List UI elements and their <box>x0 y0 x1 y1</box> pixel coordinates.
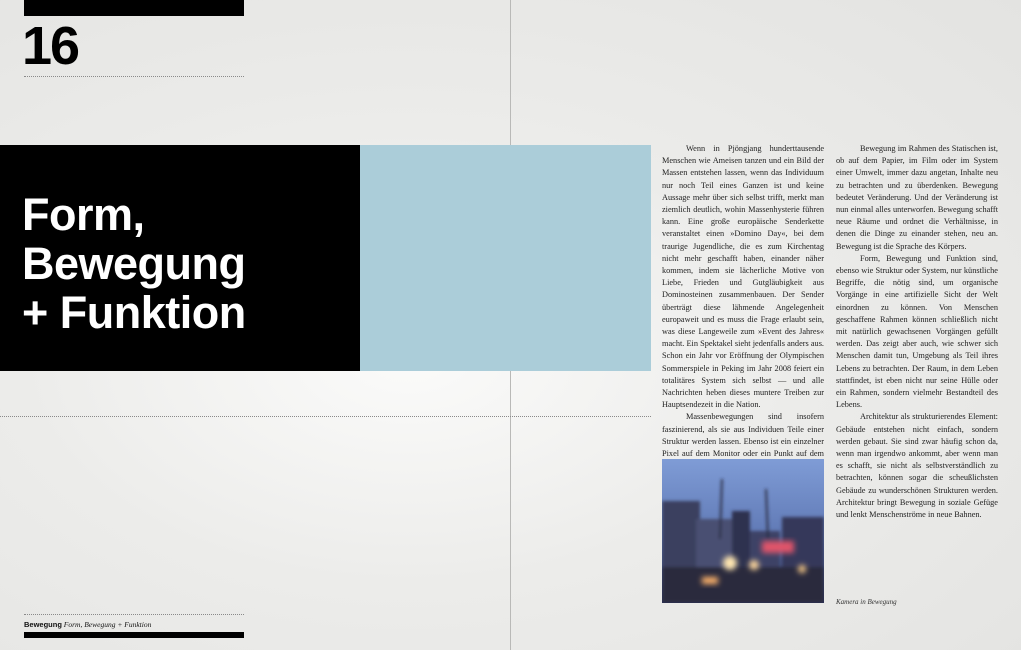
paragraph: Bewegung im Rahmen des Statischen ist, ob auf dem Papier, im Film oder im System einer Umwelt, immer dazu angetan, Inhalte neu zu betrachten und zu überdenken. Bewegung bedeutet Veränderung. Und der Veränderung ist nun einmal alles unterworfen. Bewegung schafft neue Räume und ordnet die Verhältnisse, in denen die Dinge zu einander stehen, neu an. Bewegung ist die Sprache des Körpers. <box>836 144 998 251</box>
header-dotted-rule <box>24 76 244 77</box>
title-line-2: Bewegung <box>22 238 246 289</box>
title-line-3: + Funktion <box>22 287 246 338</box>
top-rule-bar <box>24 0 244 16</box>
mid-dotted-rule <box>0 416 651 417</box>
page-number: 16 <box>22 16 79 76</box>
paragraph: Wenn in Pjöngjang hunderttausende Menschen wie Ameisen tanzen und ein Bild der Massen entstehen lassen, wenn das Individuum nur noch Teil eines Ganzen ist und keine Aussage mehr über sich selbst trifft, merkt man ziemlich deutlich, wohin Massenhysterie führen kann. Eine große europäische Senderkette veranstaltet einen »Domino Day«, bei dem traurige Jugendliche, die es zum Kirchentag nicht mehr geschafft haben, einander näher kommen, indem sie lächerliche Motive von Liebe, Frieden und Gutgläubigkeit aus Dominosteinen zusammenbauen. Der Sender überträgt diese lähmende Angelegenheit europaweit und es muss die Frage erlaubt sein, was diese Langeweile zum »Event des Jahres« macht. Ein Spektakel sieht jedenfalls anders aus. Schon ein Jahr vor Eröffnung der Olympischen Sommerspiele in Peking im Jahr 2008 feiert ein totalitäres System sich selbst — und alle Nachrichten heben dieses muntere Treiben zur Hauptsendezeit in die Nation. <box>662 144 824 410</box>
footer-dotted-rule <box>24 614 244 615</box>
paragraph: Architektur als strukturierendes Element: Gebäude entstehen nicht einfach, sondern werden gebaut. Sie sind zwar häufig schon da, wenn man irgendwo ankommt, aber wenn man es schafft, sie nicht als selbstverständlich zu betrachten, können sogar die scheußlichsten Gebäude zu wunderschönen Strukturen werden. Architektur bringt Bewegung in soziale Gefüge und lenkt Menschenströme in neue Bahnen. <box>836 412 998 520</box>
photo-blurred-street <box>662 459 824 603</box>
running-footer <box>24 620 151 629</box>
accent-blue-block <box>360 145 651 371</box>
bottom-rule-bar <box>24 632 244 638</box>
paragraph: Form, Bewegung und Funktion sind, ebenso wie Struktur oder System, nur künstliche Begriffe, die nötig sind, um organische Vorgänge in eine artifizielle Sicht der Welt einordnen zu können. Von Menschen geschaffene Rahmen können schließlich nicht mit natürlich gewachsenen Vorgängen gefüllt werden. Das zeigt aber auch, wie schwer sich Menschen damit tun, Umgebung als Teil ihres Lebens zu betrachten. Der Raum, in dem Leben stattfindet, ist eben nicht nur seine Hülle oder ein Rahmen, sondern vielmehr Bestandteil des Lebens. <box>836 253 998 410</box>
footer-section: Bewegung <box>24 620 62 629</box>
paragraph: Massenbewegungen sind insofern faszinierend, als sie aus Individuen Teile einer Struktur werden lassen. Ebenso ist ein einzelner Pixel auf dem Monitor oder ein Punkt auf dem <box>662 412 824 459</box>
chapter-title <box>22 190 246 337</box>
text-column-1 <box>662 143 824 497</box>
title-line-1: Form, <box>22 189 145 240</box>
footer-running-title: Form, Bewegung + Funktion <box>63 620 152 629</box>
photo-caption: Kamera in Bewegung <box>836 598 897 606</box>
text-column-2 <box>836 143 998 521</box>
